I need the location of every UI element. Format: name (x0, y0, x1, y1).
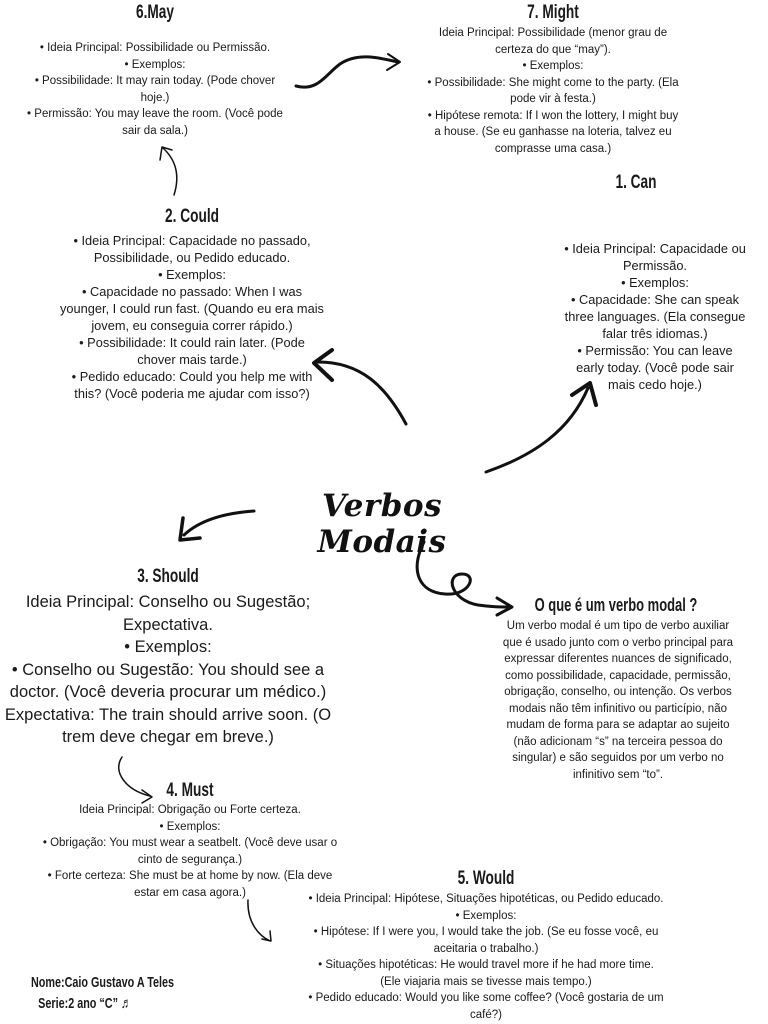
might-line: certeza do que “may”). (495, 43, 611, 56)
can-line: three languages. (Ela consegue (564, 309, 746, 324)
what-is-modal-heading: O que é um verbo modal ? (534, 595, 698, 615)
could-line: Possibilidade, ou Pedido educado. (93, 250, 291, 265)
would-line: • Situações hipotéticas: He would travel more if he had more time. (318, 959, 654, 971)
could-line: • Capacidade no passado: When I was (81, 284, 303, 299)
arrow-could-to-may (163, 148, 177, 195)
should-line: doctor. (Você deveria procurar um médico.) (9, 683, 327, 701)
would-line: • Hipótese: If I were you, I would take the job. (Se eu fosse você, eu (313, 926, 659, 938)
may-line: • Ideia Principal: Possibilidade ou Permissão. (39, 42, 271, 54)
can-line: early today. (Você pode sair (576, 360, 734, 375)
would-heading: 5. Would (457, 868, 515, 889)
might-line: comprasse uma casa.) (494, 142, 612, 155)
arrowhead-may (160, 147, 172, 160)
what-is-modal-heading-wrap (508, 594, 698, 616)
can-line: • Ideia Principal: Capacidade ou (564, 241, 746, 256)
can-line: falar três idiomas.) (602, 326, 708, 341)
should-line: trem deve chegar em breve.) (62, 728, 274, 746)
could-line: • Pedido educado: Could you help me with (71, 369, 313, 384)
may-line: • Exemplos: (124, 58, 186, 71)
can-line: Permissão. (622, 258, 687, 273)
might-line: pode vir à festa.) (510, 93, 596, 105)
might-line: Ideia Principal: Possibilidade (menor grau de (438, 27, 668, 39)
might-section (408, 2, 698, 157)
may-line: hoje.) (140, 91, 170, 104)
must-line: • Obrigação: You must wear a seatbelt. (Você deve usar o (42, 837, 338, 849)
may-line: sair da sala.) (122, 124, 188, 137)
what-is-line: como possibilidade, capacidade, permissão, (505, 669, 731, 682)
must-line: Ideia Principal: Obrigação ou Forte certeza. (79, 804, 301, 816)
arrow-to-can (486, 388, 588, 472)
can-section (552, 240, 758, 393)
what-is-modal-section (470, 618, 766, 783)
can-line: • Permissão: You can leave (577, 343, 733, 358)
arrow-may-to-might (296, 57, 398, 87)
may-line: • Possibilidade: It may rain today. (Pode chover (34, 75, 276, 87)
could-line: • Ideia Principal: Capacidade no passado, (73, 233, 311, 248)
page-title: Verbos Modais (317, 488, 447, 560)
could-heading: 2. Could (165, 206, 219, 227)
student-class: Serie:2 ano “C” ♬ (38, 995, 132, 1012)
should-line: • Exemplos: (124, 638, 212, 656)
must-line: estar em casa agora.) (134, 886, 246, 899)
arrow-to-should (184, 511, 254, 535)
would-line: aceitaria o trabalho.) (433, 942, 539, 955)
can-heading: 1. Can (615, 172, 657, 193)
could-line: younger, I could run fast. (Quando eu era mais (60, 301, 324, 316)
might-heading: 7. Might (527, 2, 579, 23)
must-line: cinto de segurança.) (137, 853, 243, 866)
could-line: chover mais tarde.) (137, 352, 247, 367)
could-line: jovem, eu conseguia correr rápido.) (91, 318, 293, 333)
must-heading: 4. Must (166, 780, 214, 801)
what-is-line: infinitivo sem “to”. (572, 768, 664, 781)
should-section (0, 566, 336, 749)
arrow-must-to-would (248, 900, 270, 941)
would-line: • Ideia Principal: Hipótese, Situações hipotéticas, ou Pedido educado. (308, 893, 664, 905)
could-line: this? (Você poderia me ajudar com isso?) (74, 386, 310, 401)
can-line: mais cedo hoje.) (608, 377, 702, 392)
would-line: • Exemplos: (455, 909, 517, 922)
should-heading: 3. Should (137, 566, 199, 587)
student-signature (10, 972, 175, 1014)
should-line: • Conselho ou Sugestão: You should see a (11, 660, 325, 679)
can-heading-wrap (586, 172, 686, 194)
what-is-line: expressar diferentes nuances de significado, (504, 653, 732, 665)
student-name: Nome:Caio Gustavo A Teles (30, 974, 175, 991)
should-line: Ideia Principal: Conselho ou Sugestão; (25, 593, 311, 611)
what-is-line: que é usado junto com o verbo principal para (502, 636, 734, 649)
what-is-line: (não adicionam “s” na terceira pessoa do (513, 735, 723, 748)
what-is-line: mudam de forma para se adaptar ao sujeito (506, 719, 730, 731)
might-line: • Exemplos: (522, 60, 584, 72)
might-line: • Possibilidade: She might come to the party. (Ela (427, 76, 679, 89)
should-line: Expectativa: The train should arrive soon. (O (4, 705, 332, 724)
might-line: • Hipótese remota: If I won the lottery, I might buy (427, 109, 679, 122)
what-is-line: Um verbo modal é um tipo de verbo auxiliar (506, 620, 730, 632)
can-line: • Exemplos: (621, 275, 689, 290)
may-heading: 6.May (135, 2, 175, 23)
what-is-line: modais não têm infinitivo ou particípio, não (509, 702, 727, 715)
would-line: (Ele viajaria mais se tivesse mais tempo.) (380, 975, 592, 988)
would-line: café?) (470, 1008, 502, 1021)
must-line: • Forte certeza: She must be at home by now. (Ela deve (47, 870, 333, 882)
what-is-line: singular) e são seguidos por um verbo no (512, 752, 724, 764)
must-line: • Exemplos: (159, 820, 221, 833)
may-section (0, 2, 310, 139)
would-line: • Pedido educado: Would you like some coffee? (Você gostaria de um (308, 992, 664, 1004)
would-section (276, 868, 696, 1023)
should-line: Expectativa. (123, 615, 213, 634)
can-line: • Capacidade: She can speak (570, 292, 740, 307)
could-section (50, 206, 334, 402)
might-line: a house. (Se eu ganhasse na loteria, talvez eu (434, 126, 672, 138)
could-line: • Exemplos: (158, 267, 226, 282)
could-line: • Possibilidade: It could rain later. (Pode (79, 335, 305, 350)
may-line: • Permissão: You may leave the room. (Você pode (27, 108, 283, 120)
what-is-line: obrigação, conselho, ou intenção. Os verbos (504, 686, 732, 698)
